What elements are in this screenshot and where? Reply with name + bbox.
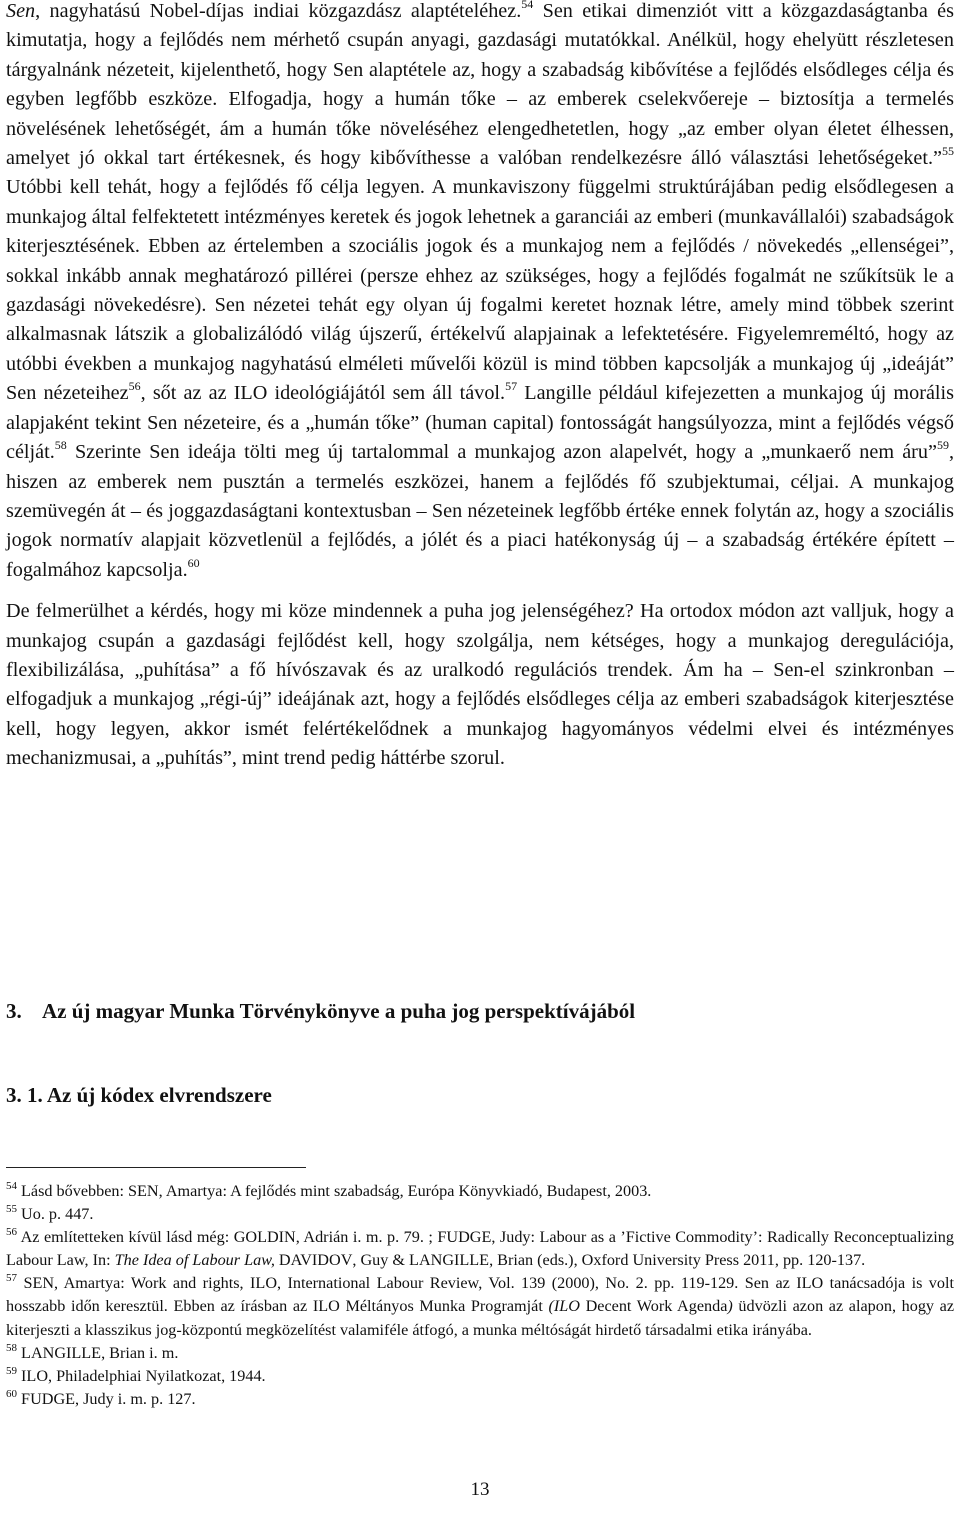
text-span: Utóbbi kell tehát, hogy a fejlődés fő célja legyen. A munkaviszony függelmi struktúrájában pedig elsődlegesen a munkajog által felfektetett intézményes keretek és jogok lehetnek a garanciái az emberi (munkavállalói) szabadságok kiterjesztésének. Ebben az értelemben a szociális jogok és a munkajog nem a fejlődés / növekedés „ellenségei”, sokkal inkább annak meghatározó pillérei (persze ehhez az szükséges, hogy a fejlődés fogalmát ne szűkítsük le a gazdasági növekedésre). Sen nézetei tehát egy olyan új fogalmi keretet hoznak létre, amely mind többek szerint alkalmasnak látszik a globalizálódó világ újszerű, értékelvű alapjainak a lefektetésére. Figyelemreméltó, hogy az utóbbi években a munkajog nagyhatású elméleti művelői közül is mind többen kapcsolják a munkajog új „ideáját” Sen nézeteihez [6,176,954,405]
text-span: , nagyhatású Nobel-díjas indiai közgazdász alaptételéhez. [35,0,522,22]
footnote-ref: 60 [187,555,200,570]
text-span: , Judy: Labour as a ’Fictive Commodity’: Radically Reconceptualizing Labour Law, In: [6,1228,954,1270]
text-span: , Amartya: Work and rights, ILO, International Labour Review, Vol. 139 (2000), No. 2. pp. 119-129. Sen az ILO tanácsadója is volt hosszabb időn keresztül. Ebben az írásban az ILO Méltányos Munka Programját [6,1274,954,1316]
footnote-59 [6,1365,954,1388]
subsection-heading [6,1082,272,1108]
text-span: Lásd bővebben: S [21,1182,138,1200]
text-span: Az említetteken kívül lásd még: G [20,1228,246,1247]
text-span: Langille például kifejezetten a munkajog új morális alapjaként tekint Sen nézeteire, és a „humán tőke” (human capital) fontosságát hangsúlyozza, mint a fejlődés végső célját. [6,382,954,464]
footnote-ref: 55 [942,144,954,159]
footnote-56 [6,1226,954,1272]
text-span: Sen etikai dimenziót vitt a közgazdaságtanba és kimutatja, hogy a fejlődés nem mérhető csupán anyagi, gazdasági mutatókkal. Anélkül, hogy ehelyütt részletesen tárgyalnánk nézeteit, kijelenthető, hogy Sen alaptétele az, hogy a szabadság kibővítése a fejlődés elsődleges célja és egyben legfőbb eszköze. Elfogadja, hogy a humán tőke ‒ az emberek cselekvőereje ‒ biztosítja a termelés növelésének lehetőségét, ám a humán tőke növeléséhez elengedhetetlen, hogy „az ember olyan életet élhessen, amelyet jó okkal tart értékesnek, és hogy kibővíthesse a valóban rendelkezésre álló választási lehetőségeket.” [6,0,954,170]
text-span: D [274,1251,291,1270]
text-span: UDGE [446,1228,492,1247]
text-span: Szerinte Sen ideája tölti meg új tartalommal a munkajog azon alapelvét, hogy a „munkaerő nem áru” [66,441,937,464]
text-span: L [21,1343,31,1362]
text-span: EN [32,1274,55,1293]
text-span: üdvözli azon az alapon, hogy az kiterjeszti a klasszikus jog-központú megközelítést valamiféle átfogó, a munka méltóságát hirdető társadalmi etika irányába. [6,1297,955,1339]
text-span: EN [137,1182,159,1200]
text-span: F [21,1389,31,1408]
footnote-number: 56 [6,1226,17,1239]
paragraph-2: De felmerülhet a kérdés, hogy mi köze mindennek a puha jog jelenségéhez? Ha ortodox módon azt valljuk, hogy a munkajog csupán a gazdasági fejlődést kell, hogy szolgálja, nem kétséges, hogy a munkajog deregulációja, flexibilizálása, „puhítása” a fő hívószavak és az uralkodó regulációs trendek. Ám ha ‒ Sen-el szinkronban ‒ elfogadjuk a munkajog „régi-új” ideájának azt, hogy a fejlődés elsődleges célja az emberi szabadságok kiterjesztése kell, hogy legyen, akkor ismét felértékelődnek a munkajog hagyományos védelmi elvei és intézményes mechanizmusai, a „puhítás”, mint trend pedig háttérbe szorul. [6,600,954,770]
text-span: , Judy i. m. p. 127. [75,1389,196,1408]
footnote-number: 54 [6,1180,17,1192]
section-heading [6,998,635,1024]
text-span: ) [727,1297,733,1316]
text-span: Uo. p. 447. [21,1205,94,1224]
footnote-ref: 56 [128,379,141,394]
footnote-number: 58 [6,1341,17,1354]
footnote-number: 55 [6,1203,17,1216]
text-span: Decent Work Agenda [579,1297,728,1316]
footnote-ref: 54 [521,0,534,11]
text-span: , Brian i. m. [101,1343,179,1362]
text-span: ANGILLE [418,1251,490,1270]
body-text [6,0,954,774]
page-number: 13 [470,1479,490,1500]
text-span: AVIDOV [290,1251,353,1270]
subsection-title: Az új kódex elvrendszere [46,1083,272,1107]
footnote-60 [6,1388,954,1411]
text-span: ILO, Philadelphiai Nyilatkozat, 1944. [21,1366,266,1385]
text-span: OLDIN [245,1228,296,1247]
text-span: UDGE [30,1389,76,1408]
text-span: , Amartya: A fejlődés mint szabadság, Európa Könyvkiadó, Budapest, 2003. [158,1182,652,1200]
subsection-number: 3. 1. [6,1083,43,1107]
footnote-ref: 59 [936,438,949,453]
footnote-number: 59 [6,1364,17,1377]
footnote-number: 60 [6,1387,17,1400]
footnote-55 [6,1203,954,1226]
text-span: , sőt az az ILO ideológiájától sem áll távol. [140,382,506,405]
text-span: The Idea of Labour Law, [114,1251,275,1270]
section-number: 3. [6,999,22,1023]
footnote-separator [6,1167,306,1168]
paragraph-1 [6,0,954,585]
text-span: S [23,1274,33,1293]
footnote-57 [6,1272,954,1341]
footnote-number: 57 [6,1272,17,1285]
footnote-ref: 57 [505,379,518,394]
text-span: , Adrián i. m. p. 79. ; F [295,1228,447,1247]
text-span: ANGILLE [30,1343,102,1362]
footnote-58 [6,1342,954,1365]
text-span: , Guy & L [352,1251,419,1270]
text-span: Sen [6,0,36,22]
text-span: (ILO [548,1297,580,1316]
footnotes [6,1180,954,1411]
footnote-ref: 58 [54,438,67,453]
text-span: , hiszen az emberek nem pusztán a termelés eszközei, hanem a fejlődés fő szubjektumai, céljai. A munkajog szemüvegén át ‒ és joggazdaságtani kontextusban ‒ Sen nézeteinek legfőbb értéke ennek folytán az, hogy a szociális jogok normatív alapjait közvetlenül a fejlődés, a jólét és a piaci hatékonyság új ‒ a szabadság értékére épített ‒ fogalmához kapcsolja. [6,441,954,581]
text-span: , Brian (eds.), Oxford University Press 2011, pp. 120-137. [489,1251,866,1270]
footnote-54 [6,1180,954,1203]
section-title: Az új magyar Munka Törvénykönyve a puha jog perspektívájából [42,999,636,1023]
